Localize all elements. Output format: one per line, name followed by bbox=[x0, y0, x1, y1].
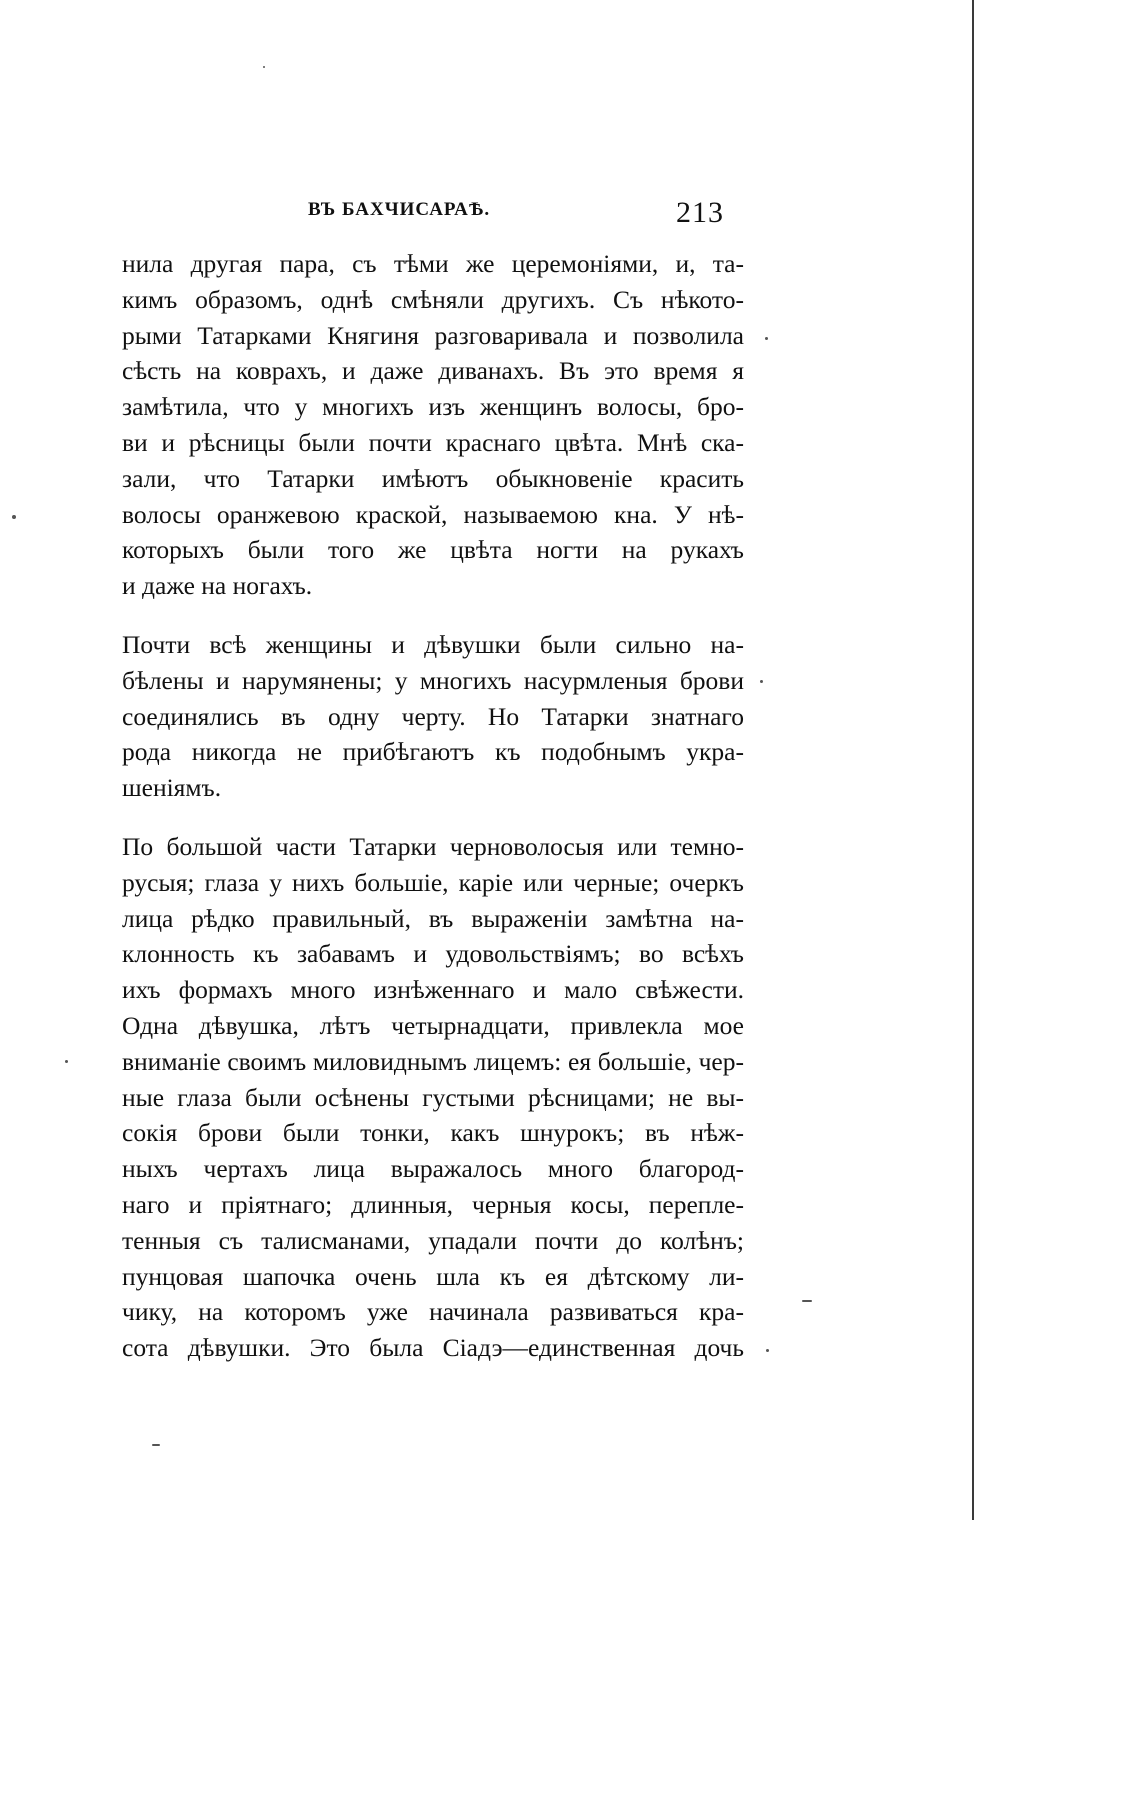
text-line: Почти всѣ женщины и дѣвушки были сильно на- bbox=[122, 629, 744, 659]
text-line: нила другая пара, съ тѣми же церемоніями, и, та- bbox=[122, 249, 744, 278]
text-line: наго и пріятнаго; длинныя, черныя косы, перепле- bbox=[122, 1189, 744, 1219]
text-line: сота дѣвушки. Это была Сіадэ—единственная дочь bbox=[122, 1333, 744, 1363]
text-line: По большой части Татарки черноволосыя или темно- bbox=[122, 831, 744, 861]
text-line: зали, что Татарки имѣютъ обыкновеніе красить bbox=[122, 463, 744, 493]
page-edge-line bbox=[972, 0, 974, 1520]
text-line: сѣсть на коврахъ, и даже диванахъ. Въ это время я bbox=[122, 356, 744, 386]
text-line: шеніямъ. bbox=[122, 773, 222, 803]
text-line: замѣтила, что у многихъ изъ женщинъ волосы, бро- bbox=[122, 392, 744, 422]
text-line: волосы оранжевою краской, называемою кна. У нѣ- bbox=[122, 499, 744, 529]
scan-speck bbox=[12, 515, 16, 519]
text-line: чику, на которомъ уже начинала развиваться кра- bbox=[122, 1297, 744, 1327]
paragraph-gap bbox=[122, 604, 744, 627]
paragraph bbox=[122, 829, 744, 1366]
text-line: сокія брови были тонки, какъ шнурокъ; въ нѣж- bbox=[122, 1118, 744, 1148]
text-line: ные глаза были осѣнены густыми рѣсницами; не вы- bbox=[122, 1082, 744, 1112]
text-line: которыхъ были того же цвѣта ногти на рукахъ bbox=[122, 535, 744, 565]
paragraph bbox=[122, 246, 744, 604]
scan-speck bbox=[760, 680, 763, 683]
scan-speck bbox=[263, 66, 265, 68]
body-text bbox=[122, 246, 744, 1366]
text-line: рыми Татарками Княгиня разговаривала и позволила bbox=[122, 320, 744, 350]
text-line: русыя; глаза у нихъ большіе, каріе или черные; очеркъ bbox=[122, 867, 744, 897]
text-line: ви и рѣсницы были почти краснаго цвѣта. Мнѣ ска- bbox=[122, 427, 744, 457]
text-line: бѣлены и нарумянены; у многихъ насурмленыя брови bbox=[122, 665, 744, 695]
text-line: ныхъ чертахъ лица выражалось много благород- bbox=[122, 1154, 744, 1184]
text-line: клонность къ забавамъ и удовольствіямъ; во всѣхъ bbox=[122, 939, 744, 969]
text-line: рода никогда не прибѣгаютъ къ подобнымъ укра- bbox=[122, 737, 744, 767]
page-number: 213 bbox=[676, 196, 724, 229]
scan-speck bbox=[65, 1060, 68, 1063]
scan-speck bbox=[765, 337, 768, 340]
paragraph-gap bbox=[122, 806, 744, 829]
scan-speck bbox=[802, 1300, 812, 1302]
text-line: кимъ образомъ, однѣ смѣняли другихъ. Съ нѣкото- bbox=[122, 284, 744, 314]
scan-speck bbox=[152, 1444, 160, 1446]
text-line: тенныя съ талисманами, упадали почти до колѣнъ; bbox=[122, 1225, 744, 1255]
text-line: и даже на ногахъ. bbox=[122, 571, 313, 601]
text-line: Одна дѣвушка, лѣтъ четырнадцати, привлекла мое bbox=[122, 1010, 744, 1040]
text-line: вниманіе своимъ миловиднымъ лицемъ: ея большіе, чер- bbox=[122, 1046, 744, 1076]
text-line: ихъ формахъ много изнѣженнаго и мало свѣжести. bbox=[122, 975, 744, 1005]
running-head: ВЪ БАХЧИСАРАѢ. bbox=[308, 199, 491, 220]
text-line: соединялись въ одну черту. Но Татарки знатнаго bbox=[122, 701, 744, 731]
text-line: пунцовая шапочка очень шла къ ея дѣтскому ли- bbox=[122, 1261, 744, 1291]
paragraph bbox=[122, 627, 744, 806]
text-line: лица рѣдко правильный, въ выраженіи замѣтна на- bbox=[122, 903, 744, 933]
scan-speck bbox=[766, 1349, 769, 1352]
